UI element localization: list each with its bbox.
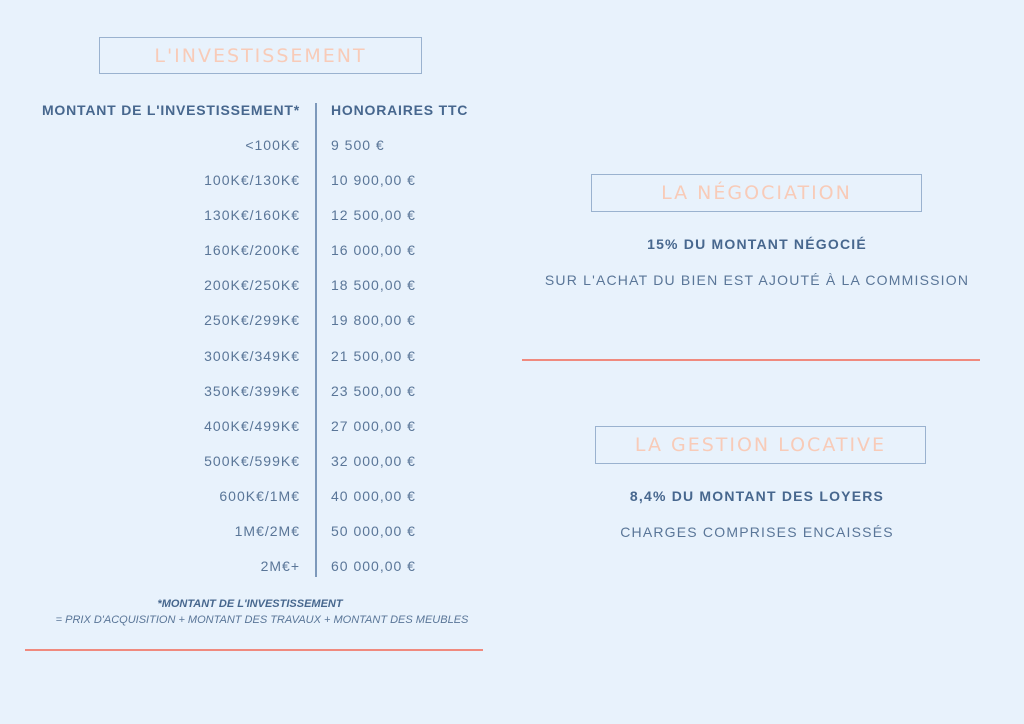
range-cell: 200K€/250K€ [204,277,300,294]
section-divider-right [522,359,980,361]
fee-cell: 10 900,00 € [331,172,416,189]
range-cell: 130K€/160K€ [204,207,300,224]
footnote-body: = PRIX D'ACQUISITION + MONTANT DES TRAVAUX + MONTANT DES MEUBLES [55,614,469,626]
footnote-title: *MONTANT DE L'INVESTISSEMENT [157,598,343,610]
table-row [0,172,500,207]
table-row [0,312,500,347]
range-cell: 300K€/349K€ [204,347,300,364]
table-row [0,207,500,242]
fee-table [0,137,500,593]
fee-cell: 40 000,00 € [331,487,416,504]
gestion-description: CHARGES COMPRISES ENCAISSÉS [620,524,894,540]
table-row [0,523,500,558]
negociation-rate: 15% DU MONTANT NÉGOCIÉ [647,236,867,252]
range-cell: 160K€/200K€ [204,242,300,259]
fee-cell: 50 000,00 € [331,523,416,540]
range-cell: <100K€ [245,137,300,153]
fee-cell: 19 800,00 € [331,312,416,329]
range-cell: 100K€/130K€ [204,172,300,189]
fee-cell: 23 500,00 € [331,382,416,399]
table-row [0,348,500,383]
table-row [0,277,500,312]
range-cell: 1M€/2M€ [234,523,300,540]
range-cell: 600K€/1M€ [219,487,300,504]
fee-cell: 16 000,00 € [331,242,416,259]
gestion-title: LA GESTION LOCATIVE [595,426,926,464]
range-cell: 350K€/399K€ [204,382,300,399]
investissement-title: L'INVESTISSEMENT [99,37,422,74]
negociation-description: SUR L'ACHAT DU BIEN EST AJOUTÉ À LA COMMISSION [544,272,970,288]
table-row [0,453,500,488]
table-row [0,242,500,277]
table-row [0,418,500,453]
fee-cell: 32 000,00 € [331,452,416,469]
gestion-rate: 8,4% DU MONTANT DES LOYERS [629,488,885,504]
range-cell: 500K€/599K€ [204,452,300,469]
table-row [0,137,500,172]
range-cell: 250K€/299K€ [204,312,300,329]
column-header-amount: MONTANT DE L'INVESTISSEMENT* [41,102,300,118]
table-row [0,488,500,523]
range-cell: 400K€/499K€ [204,417,300,434]
fee-cell: 12 500,00 € [331,207,416,224]
fee-cell: 9 500 € [331,137,385,153]
table-row [0,558,500,593]
section-divider-left [25,649,483,651]
fee-cell: 60 000,00 € [331,558,416,575]
fee-cell: 21 500,00 € [331,347,416,364]
negociation-title: LA NÉGOCIATION [591,174,922,212]
column-header-fees: HONORAIRES TTC [331,102,469,118]
table-row [0,383,500,418]
fee-cell: 18 500,00 € [331,277,416,294]
range-cell: 2M€+ [260,558,300,575]
fee-cell: 27 000,00 € [331,417,416,434]
